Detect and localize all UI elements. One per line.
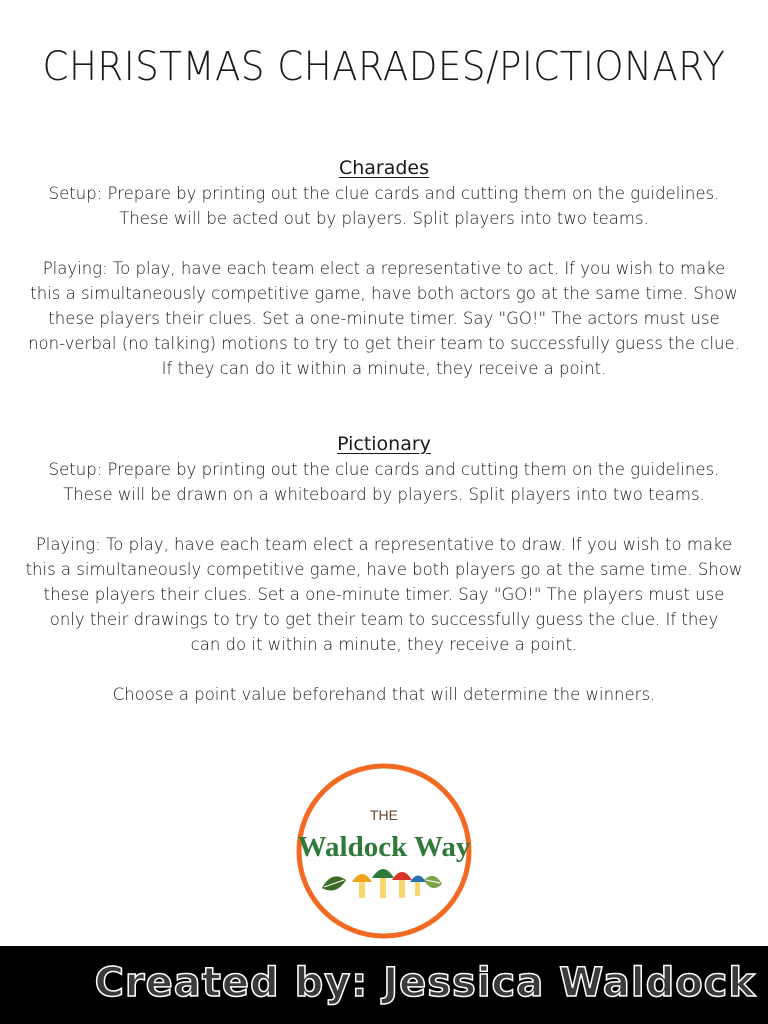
charades-playing-line-3: these players their clues. Set a one-minute timer. Say "GO!" The actors must use (48, 309, 720, 328)
page-title: CHRISTMAS CHARADES/PICTIONARY (42, 44, 726, 90)
charades-section (0, 155, 768, 381)
pictionary-section (0, 431, 768, 707)
logo-graphic (292, 758, 476, 944)
pictionary-playing-line-3: these players their clues. Set a one-minute timer. Say "GO!" The players must use (43, 585, 725, 604)
pictionary-setup-line-1: Setup: Prepare by printing out the clue cards and cutting them on the guidelines. (48, 460, 720, 479)
waldock-way-logo (292, 758, 476, 944)
charades-playing-line-4: non-verbal (no talking) motions to try to get their team to successfully guess the clue. (28, 334, 740, 353)
charades-setup-line-1: Setup: Prepare by printing out the clue cards and cutting them on the guidelines. (48, 184, 720, 203)
pictionary-setup-line-2: These will be drawn on a whiteboard by players. Split players into two teams. (63, 485, 705, 504)
footer-banner (0, 944, 768, 1024)
pictionary-playing-line-4: only their drawings to try to get their team to successfully guess the clue. If they (49, 610, 719, 629)
charades-playing-line-5: If they can do it within a minute, they receive a point. (161, 359, 607, 378)
pictionary-playing-line-2: this a simultaneously competitive game, have both players go at the same time. Show (25, 560, 743, 579)
footer-credit: Created by: Jessica Waldock (94, 960, 756, 1006)
charades-heading: Charades (338, 157, 430, 179)
pictionary-playing-line-1: Playing: To play, have each team elect a representative to draw. If you wish to make (35, 535, 733, 554)
logo-name-text: Waldock Way (297, 831, 471, 863)
pictionary-playing-line-5: can do it within a minute, they receive a point. (190, 635, 578, 654)
pictionary-heading: Pictionary (337, 433, 431, 455)
logo-the-text: THE (370, 807, 398, 823)
charades-playing-line-1: Playing: To play, have each team elect a representative to act. If you wish to make (42, 259, 726, 278)
charades-setup-line-2: These will be acted out by players. Split players into two teams. (119, 209, 649, 228)
charades-playing-line-2: this a simultaneously competitive game, have both actors go at the same time. Show (30, 284, 738, 303)
pictionary-closing-line: Choose a point value beforehand that will determine the winners. (112, 685, 656, 704)
